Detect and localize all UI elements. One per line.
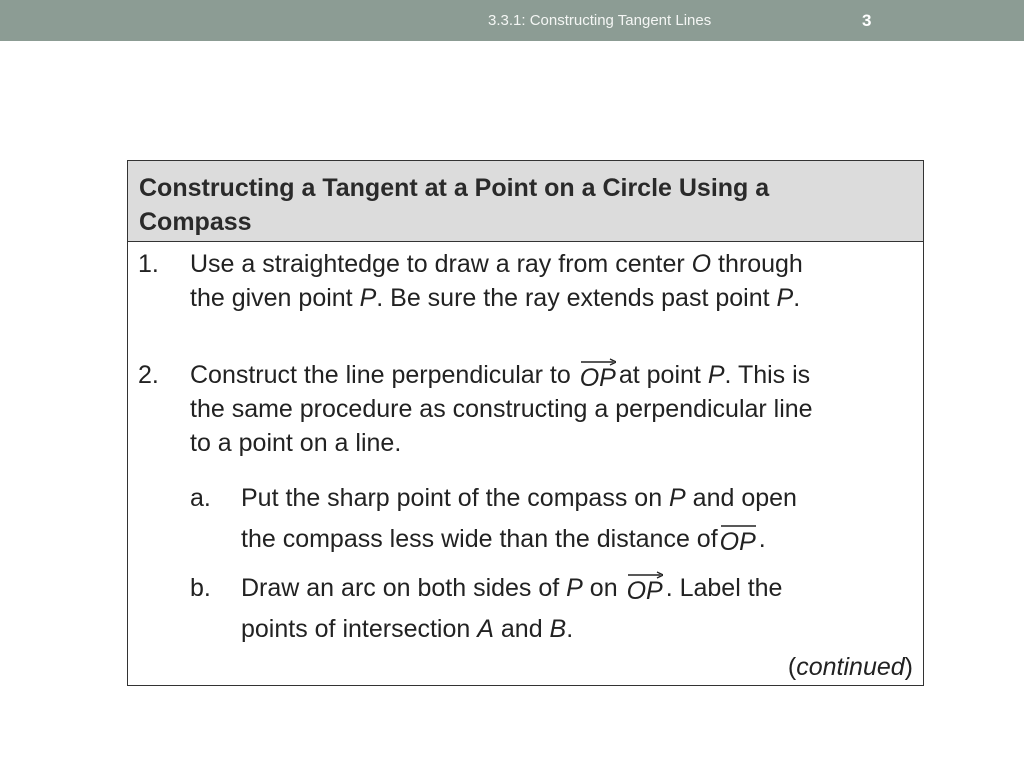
step-2-text: Construct the line perpendicular to — [190, 361, 578, 389]
variable-p: P — [707, 361, 725, 389]
step-2b-text: on — [582, 574, 625, 602]
ray-op — [627, 574, 663, 608]
step-2b-text: . Label the — [665, 574, 783, 602]
step-1-text: the given point — [190, 284, 360, 312]
segment-op — [720, 525, 756, 559]
step-1-text: . Be sure the ray extends past point — [376, 284, 777, 312]
step-2-text: . This is — [724, 361, 811, 389]
ray-op-label: OP — [626, 577, 663, 605]
step-2a-text: Put the sharp point of the compass on — [241, 484, 670, 512]
step-2-line-2: the same procedure as constructing a perpendicular line — [190, 395, 813, 423]
step-1-text: . — [793, 284, 801, 312]
continued-word: continued — [796, 653, 905, 681]
slide-header-bar — [0, 0, 1024, 41]
procedure-box-header — [128, 161, 923, 242]
variable-o: O — [691, 250, 712, 278]
continued-open-paren: ( — [787, 653, 797, 681]
ray-arrow-icon — [628, 571, 663, 579]
variable-p: P — [566, 574, 583, 602]
step-2a-line-2 — [241, 522, 766, 556]
procedure-title: Constructing a Tangent at a Point on a Circle Using a Compass — [139, 174, 770, 236]
variable-p: P — [359, 284, 377, 312]
segment-op-label: OP — [719, 528, 756, 556]
ray-op — [580, 361, 616, 395]
step-2b-text: Draw an arc on both sides of — [241, 574, 567, 602]
segment-bar-icon — [721, 522, 756, 530]
step-2a-text: . — [758, 525, 766, 553]
step-2-text: at point — [618, 361, 708, 389]
ray-op-label: OP — [579, 364, 616, 392]
continued-note — [788, 650, 913, 684]
step-1-line-2 — [190, 281, 800, 315]
step-2b-text: points of intersection — [241, 615, 478, 643]
step-1-line-1 — [190, 247, 803, 281]
step-2a-letter: a. — [190, 484, 211, 512]
step-1-text: through — [711, 250, 803, 278]
slide-title: 3.3.1: Constructing Tangent Lines — [488, 12, 712, 29]
step-2b-line-2 — [241, 612, 573, 646]
variable-b: B — [549, 615, 567, 643]
procedure-box — [127, 160, 924, 686]
step-2b-line-1 — [241, 571, 782, 605]
step-2-number: 2. — [138, 361, 159, 389]
step-2b-letter: b. — [190, 574, 211, 602]
step-2-line-1 — [190, 358, 810, 392]
ray-arrow-icon — [581, 358, 616, 366]
step-2-line-3: to a point on a line. — [190, 429, 402, 457]
step-2b-text: and — [493, 615, 550, 643]
step-2b-text: . — [566, 615, 574, 643]
step-2a-line-1 — [241, 481, 797, 515]
step-1-text: Use a straightedge to draw a ray from center — [190, 250, 692, 278]
variable-p: P — [776, 284, 794, 312]
variable-a: A — [477, 615, 494, 643]
continued-close-paren: ) — [904, 653, 913, 681]
step-1-number: 1. — [138, 250, 159, 278]
step-2a-text: the compass less wide than the distance of — [241, 525, 718, 553]
slide-page-number: 3 — [862, 11, 872, 30]
variable-p: P — [669, 484, 686, 512]
step-2a-text: and open — [685, 484, 797, 512]
